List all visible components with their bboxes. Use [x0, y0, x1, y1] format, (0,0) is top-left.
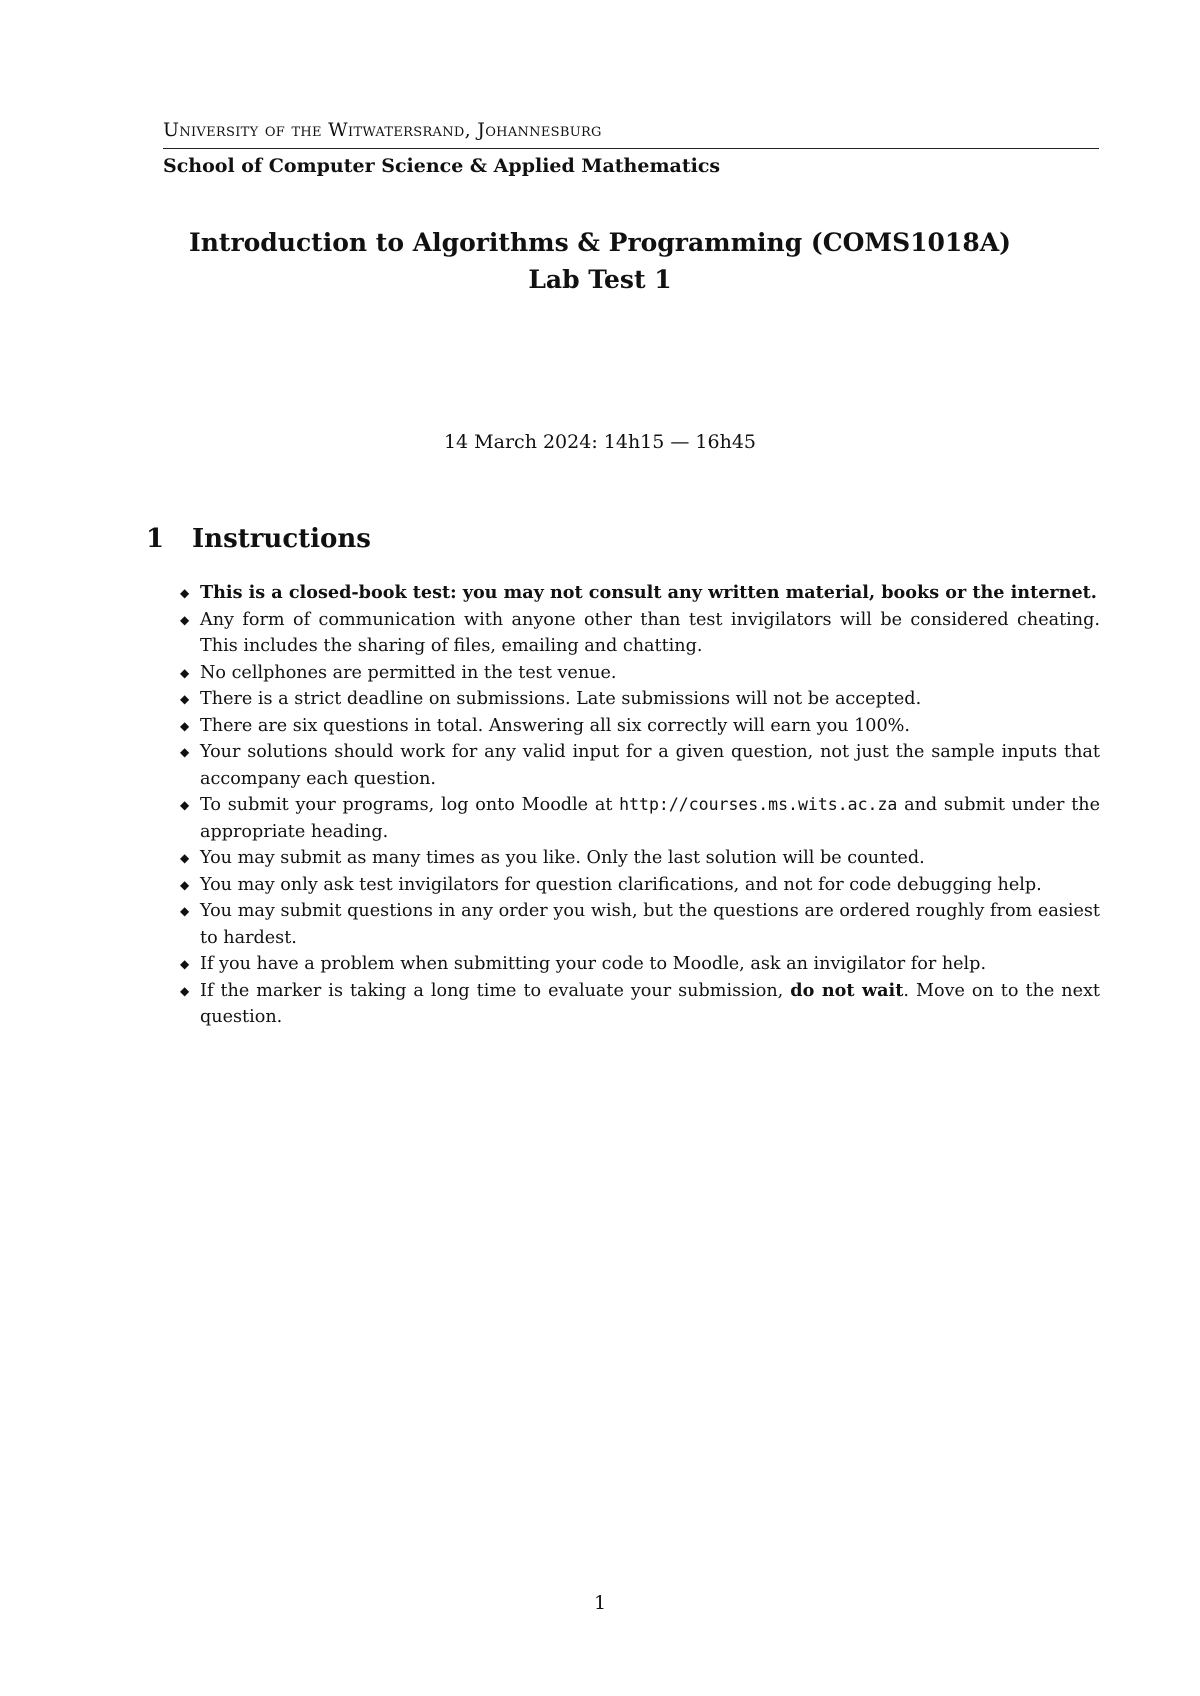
- bullet-icon: ◆: [180, 851, 190, 865]
- instruction-text: You may submit as many times as you like. Only the last solution will be counted.: [200, 848, 925, 868]
- test-title: Lab Test 1: [528, 265, 672, 294]
- list-item: [180, 607, 1100, 660]
- school-name: School of Computer Science & Applied Mathematics: [163, 155, 721, 177]
- instruction-text: This is a closed-book test: you may not consult any written material, books or the internet.: [200, 582, 1097, 603]
- bullet-icon: ◆: [180, 798, 190, 812]
- list-item: [180, 978, 1100, 1031]
- instruction-text: No cellphones are permitted in the test venue.: [200, 662, 617, 683]
- document-title: [0, 224, 1200, 298]
- bullet-icon: ◆: [180, 612, 190, 627]
- bullet-icon: ◆: [180, 745, 190, 759]
- course-title: Introduction to Algorithms & Programming (COMS1018A): [189, 228, 1011, 257]
- section-title: Instructions: [192, 524, 371, 554]
- list-item: [180, 792, 1100, 845]
- list-item: [180, 686, 1100, 713]
- list-item: [180, 872, 1100, 899]
- list-item: [180, 739, 1100, 792]
- list-item: [180, 898, 1100, 951]
- list-item: [180, 580, 1100, 607]
- section-heading: [146, 524, 371, 554]
- bullet-icon: ◆: [180, 718, 190, 733]
- bullet-icon: ◆: [180, 692, 190, 706]
- instruction-emphasis: do not wait: [790, 979, 904, 1001]
- bullet-icon: ◆: [180, 665, 190, 680]
- instruction-text: If the marker is taking a long time to evaluate your submission,: [200, 980, 791, 1001]
- instruction-text: and submit under the appropriate heading.: [200, 795, 1101, 842]
- instruction-text: Any form of communication with anyone other than test invigilators will be considered cheating. This includes the sharing of files, emailing and chatting.: [200, 609, 1100, 656]
- bullet-icon: ◆: [180, 904, 190, 918]
- instructions-list: [180, 580, 1100, 1031]
- test-date: 14 March 2024: 14h15 — 16h45: [443, 431, 757, 453]
- instruction-text: There is a strict deadline on submissions. Late submissions will not be accepted.: [200, 689, 922, 709]
- bullet-icon: ◆: [180, 957, 190, 971]
- page-number: 1: [593, 1592, 607, 1614]
- bullet-icon: ◆: [180, 877, 190, 892]
- list-item: [180, 713, 1100, 740]
- list-item: [180, 845, 1100, 872]
- instruction-text: To submit your programs, log onto Moodle at: [200, 795, 620, 815]
- instruction-text: You may only ask test invigilators for question clarifications, and not for code debugging help.: [200, 874, 1042, 895]
- university-name: University of the Witwatersrand, Johannesburg: [163, 119, 602, 141]
- instruction-text: . Move on to the next question.: [200, 980, 1100, 1027]
- instruction-text: If you have a problem when submitting your code to Moodle, ask an invigilator for help.: [200, 954, 987, 974]
- moodle-url-link[interactable]: http://courses.ms.wits.ac.za: [619, 795, 898, 814]
- bullet-icon: ◆: [180, 586, 190, 600]
- instruction-text: There are six questions in total. Answering all six correctly will earn you 100%.: [200, 715, 910, 736]
- list-item: [180, 951, 1100, 978]
- section-number: 1: [146, 524, 165, 554]
- instruction-text: Your solutions should work for any valid input for a given question, not just the sample inputs that accompany each question.: [200, 742, 1100, 789]
- bullet-icon: ◆: [180, 983, 190, 998]
- list-item: [180, 660, 1100, 687]
- header-rule: [163, 148, 1099, 149]
- instruction-text: You may submit questions in any order you wish, but the questions are ordered roughly from easiest to hardest.: [200, 901, 1100, 948]
